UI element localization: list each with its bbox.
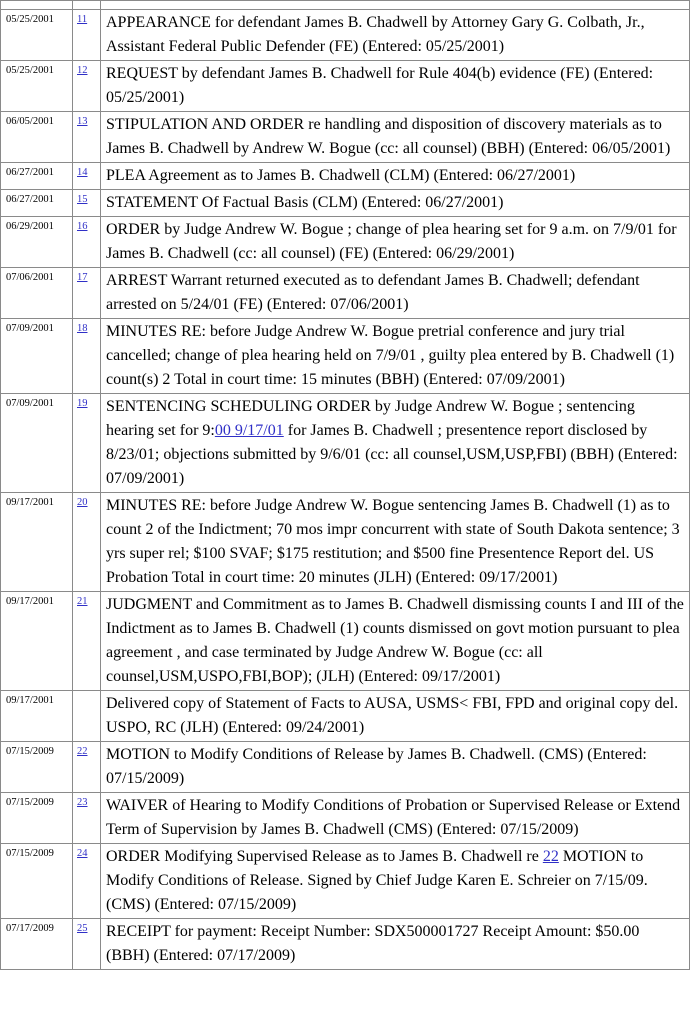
docket-row: [1, 163, 690, 190]
date-filed-cell: 09/17/2001: [1, 493, 73, 592]
date-filed-cell: 05/25/2001: [1, 61, 73, 112]
docket-row: [1, 190, 690, 217]
docket-text-cell: [101, 268, 690, 319]
docket-text-segment: ARREST Warrant returned executed as to defendant James B. Chadwell; defendant arrested on 5/24/01 (FE) (Entered: 07/06/2001): [106, 272, 640, 313]
date-filed-cell: 06/29/2001: [1, 217, 73, 268]
docket-number-cell: [73, 394, 101, 493]
docket-number-cell: [73, 61, 101, 112]
docket-number-cell: [73, 742, 101, 793]
docket-number-cell: [73, 268, 101, 319]
docket-table-body: [1, 1, 690, 970]
docket-text-segment: for James B. Chadwell ; presentence report disclosed by 8/23/01; objections submitted by 9/6/01 (cc: all counsel,USM,USP,FBI) (BBH) (Entered: 07/09/2001): [106, 422, 678, 487]
docket-text-segment: Delivered copy of Statement of Facts to AUSA, USMS< FBI, FPD and original copy del. USPO, RC (JLH) (Entered: 09/24/2001): [106, 695, 679, 736]
date-filed-cell: 05/25/2001: [1, 10, 73, 61]
docket-text-segment: STIPULATION AND ORDER re handling and disposition of discovery materials as to James B. Chadwell by Andrew W. Bogue (cc: all counsel) (BBH) (Entered: 06/05/2001): [106, 116, 671, 157]
docket-text-segment: ORDER Modifying Supervised Release as to James B. Chadwell re: [106, 848, 543, 865]
docket-number-link[interactable]: 25: [77, 923, 88, 934]
docket-row: [1, 493, 690, 592]
docket-number-cell: [73, 691, 101, 742]
docket-text-segment: JUDGMENT and Commitment as to James B. Chadwell dismissing counts I and III of the Indictment as to James B. Chadwell (1) counts dismissed on govt motion pursuant to plea agreement , and case terminated by Judge Andrew W. Bogue (cc: all counsel,USM,USPO,FBI,BOP); (JLH) (Entered: 09/17/2001): [106, 596, 684, 685]
docket-number-link[interactable]: 20: [77, 497, 88, 508]
docket-text-cell: [101, 163, 690, 190]
date-filed-cell: 07/17/2009: [1, 919, 73, 970]
docket-number-link[interactable]: 13: [77, 116, 88, 127]
docket-number-cell: [73, 592, 101, 691]
docket-number-link[interactable]: 19: [77, 398, 88, 409]
docket-number-link[interactable]: 21: [77, 596, 88, 607]
docket-text-cell: [101, 319, 690, 394]
docket-text-segment: APPEARANCE for defendant James B. Chadwell by Attorney Gary G. Colbath, Jr., Assistant Federal Public Defender (FE) (Entered: 05/25/2001): [106, 14, 645, 55]
docket-row: [1, 217, 690, 268]
docket-row: [1, 268, 690, 319]
docket-text-segment: MOTION to Modify Conditions of Release by James B. Chadwell. (CMS) (Entered: 07/15/2009): [106, 746, 647, 787]
docket-number-cell: [73, 163, 101, 190]
docket-number-link[interactable]: 22: [77, 746, 88, 757]
date-filed-cell: 07/09/2001: [1, 394, 73, 493]
docket-row: [1, 919, 690, 970]
docket-number-cell: [73, 217, 101, 268]
docket-number-cell: [73, 319, 101, 394]
docket-number-link[interactable]: 24: [77, 848, 88, 859]
docket-row: [1, 793, 690, 844]
date-filed-cell: 06/05/2001: [1, 112, 73, 163]
docket-row: [1, 61, 690, 112]
docket-text-segment: STATEMENT Of Factual Basis (CLM) (Entered: 06/27/2001): [106, 194, 504, 211]
date-filed-cell: 06/27/2001: [1, 190, 73, 217]
docket-row: [1, 592, 690, 691]
docket-text-cell: [101, 844, 690, 919]
docket-number-cell: [73, 493, 101, 592]
date-filed-cell: 09/17/2001: [1, 691, 73, 742]
docket-text-cell: [101, 742, 690, 793]
docket-text-segment: MINUTES RE: before Judge Andrew W. Bogue pretrial conference and jury trial cancelled; change of plea hearing held on 7/9/01 , guilty plea entered by B. Chadwell (1) count(s) 2 Total in court time: 15 minutes (BBH) (Entered: 07/09/2001): [106, 323, 675, 388]
docket-number-cell: [73, 190, 101, 217]
docket-number-cell: [73, 793, 101, 844]
partial-number-cell: [73, 1, 101, 10]
date-filed-cell: 07/15/2009: [1, 844, 73, 919]
docket-number-link[interactable]: 23: [77, 797, 88, 808]
docket-text-cell: [101, 793, 690, 844]
docket-text-cell: [101, 394, 690, 493]
docket-text-cell: [101, 190, 690, 217]
docket-row: [1, 742, 690, 793]
docket-number-link[interactable]: 14: [77, 167, 88, 178]
date-filed-cell: 07/09/2001: [1, 319, 73, 394]
partial-row-top: [1, 1, 690, 10]
docket-text-segment: ORDER by Judge Andrew W. Bogue ; change of plea hearing set for 9 a.m. on 7/9/01 for James B. Chadwell (cc: all counsel) (FE) (Entered: 06/29/2001): [106, 221, 677, 262]
docket-row: [1, 10, 690, 61]
docket-number-cell: [73, 844, 101, 919]
partial-description-cell: [101, 1, 690, 10]
date-filed-cell: 07/06/2001: [1, 268, 73, 319]
date-filed-cell: 07/15/2009: [1, 793, 73, 844]
docket-text-cell: [101, 61, 690, 112]
docket-text-segment: MOTION to Modify Conditions of Release. Signed by Chief Judge Karen E. Schreier on 7/15/09. (CMS) (Entered: 07/15/2009): [106, 848, 648, 913]
docket-row: [1, 691, 690, 742]
docket-number-link[interactable]: 11: [77, 14, 88, 25]
docket-number-link[interactable]: 12: [77, 65, 88, 76]
inline-document-link[interactable]: 22: [542, 848, 559, 865]
docket-text-segment: RECEIPT for payment: Receipt Number: SDX500001727 Receipt Amount: $50.00 (BBH) (Entered: 07/17/2009): [106, 923, 640, 964]
docket-number-cell: [73, 112, 101, 163]
docket-row: [1, 319, 690, 394]
docket-text-cell: [101, 691, 690, 742]
docket-text-cell: [101, 592, 690, 691]
docket-text-segment: WAIVER of Hearing to Modify Conditions of Probation or Supervised Release or Extend Term of Supervision by James B. Chadwell (CMS) (Entered: 07/15/2009): [106, 797, 681, 838]
docket-text-cell: [101, 217, 690, 268]
docket-number-link[interactable]: 15: [77, 194, 88, 205]
docket-text-segment: SENTENCING SCHEDULING ORDER by Judge Andrew W. Bogue ; sentencing hearing set for 9:: [106, 398, 635, 439]
docket-text-segment: REQUEST by defendant James B. Chadwell for Rule 404(b) evidence (FE) (Entered: 05/25/2001): [106, 65, 654, 106]
inline-document-link[interactable]: 00 9/17/01: [214, 422, 284, 439]
docket-number-cell: [73, 10, 101, 61]
docket-text-cell: [101, 112, 690, 163]
date-filed-cell: 09/17/2001: [1, 592, 73, 691]
docket-text-cell: [101, 10, 690, 61]
docket-text-segment: MINUTES RE: before Judge Andrew W. Bogue sentencing James B. Chadwell (1) as to count 2 of the Indictment; 70 mos impr concurrent with state of South Dakota sentence; 3 yrs super rel; $100 SVAF; $175 restitution; and $500 fine Presentence Report del. US Probation Total in court time: 20 minutes (JLH) (Entered: 09/17/2001): [106, 497, 680, 586]
docket-row: [1, 844, 690, 919]
docket-number-link[interactable]: 17: [77, 272, 88, 283]
docket-row: [1, 394, 690, 493]
docket-number-link[interactable]: 18: [77, 323, 88, 334]
docket-number-link[interactable]: 16: [77, 221, 88, 232]
docket-text-cell: [101, 493, 690, 592]
docket-text-cell: [101, 919, 690, 970]
docket-row: [1, 112, 690, 163]
docket-number-cell: [73, 919, 101, 970]
partial-date-cell: [1, 1, 73, 10]
docket-text-segment: PLEA Agreement as to James B. Chadwell (CLM) (Entered: 06/27/2001): [106, 167, 576, 184]
date-filed-cell: 06/27/2001: [1, 163, 73, 190]
date-filed-cell: 07/15/2009: [1, 742, 73, 793]
